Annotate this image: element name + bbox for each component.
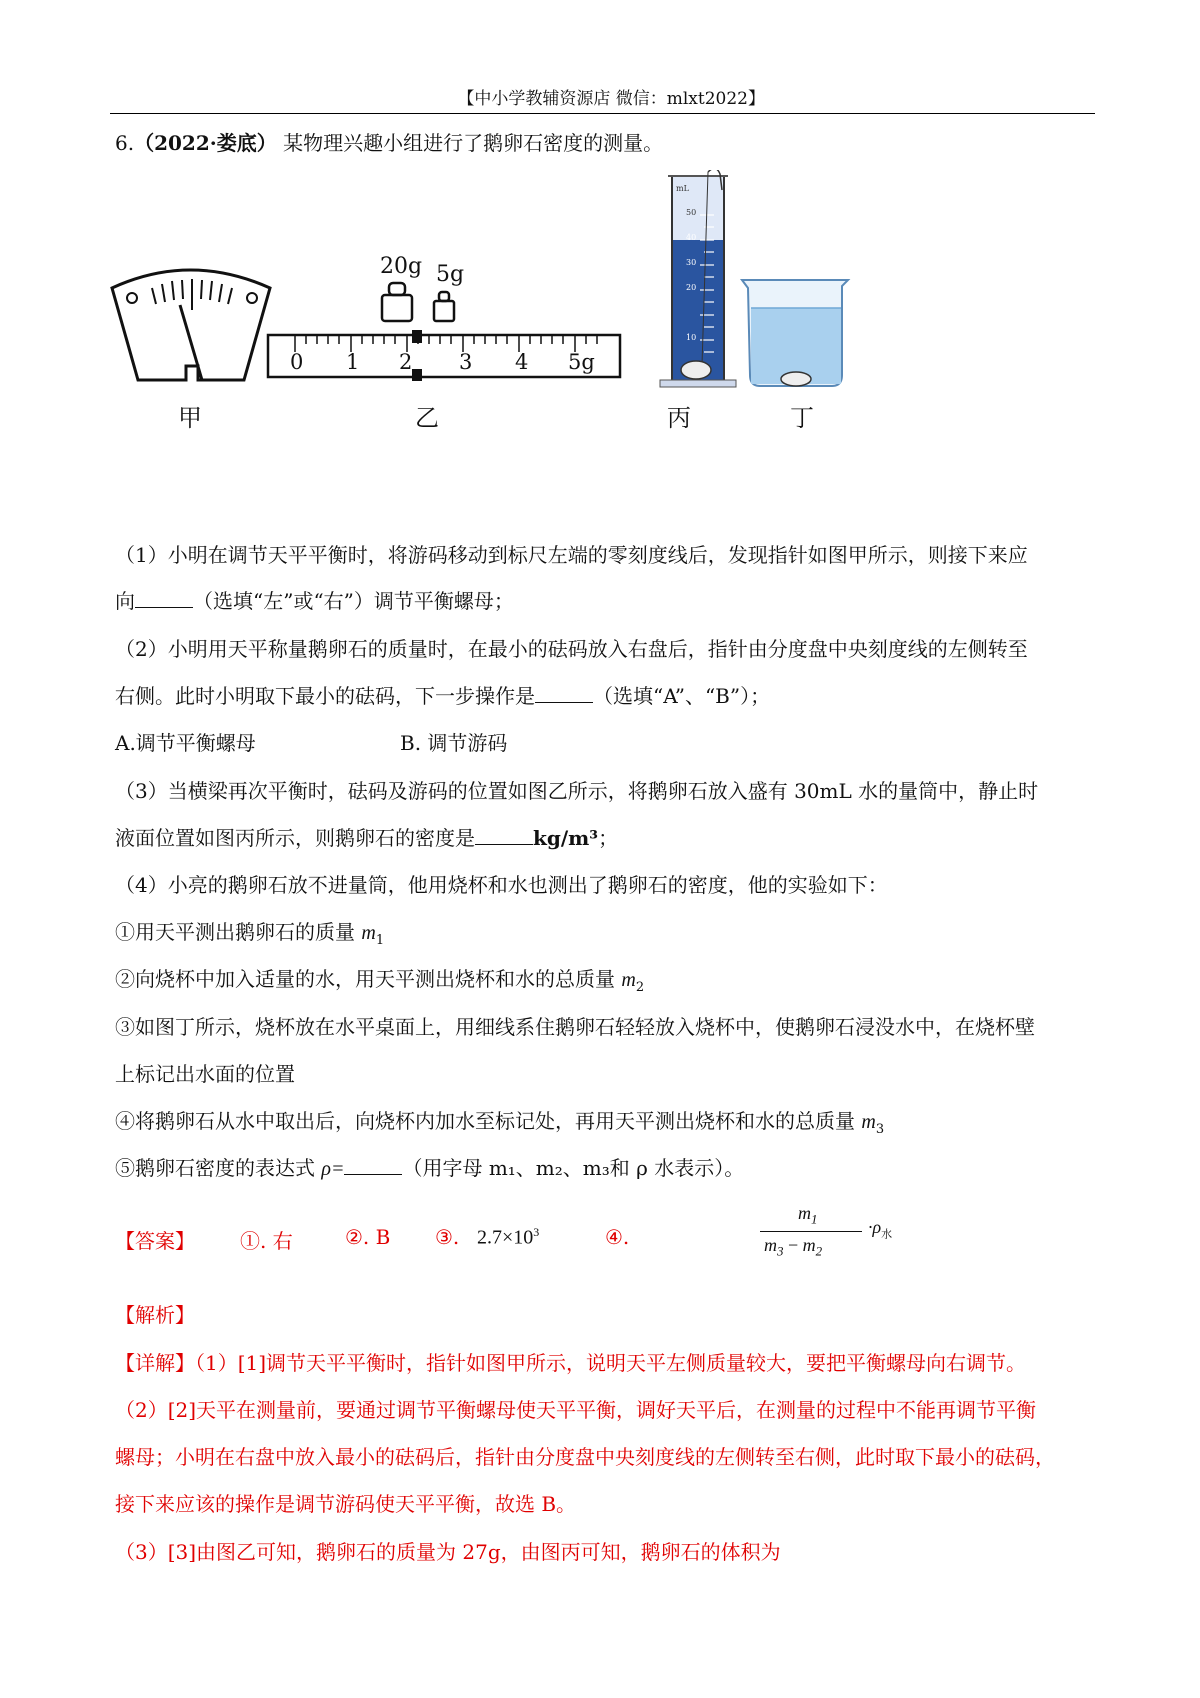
- answer-blank-2[interactable]: [535, 681, 593, 703]
- answer-label: 【答案】: [115, 1229, 195, 1253]
- question-number: 6.: [115, 131, 135, 155]
- beaker-figure: [742, 280, 848, 386]
- answer-4-label: ④.: [605, 1225, 630, 1249]
- answer-3-label: ③.: [435, 1225, 460, 1249]
- cylinder-unit: mL: [676, 184, 689, 193]
- page-header: [110, 78, 1095, 114]
- step-5: ⑤鹅卵石密度的表达式 ρ= （用字母 m₁、m₂、m₃和 ρ 水表示）。: [115, 1153, 744, 1184]
- detail-2-line1: （2）[2]天平在测量前，要通过调节平衡螺母使天平平衡，调好天平后，在测量的过程中不能再调节平衡: [115, 1398, 1037, 1422]
- answer-row: [115, 1203, 893, 1275]
- figure-label-jia: 甲: [178, 404, 202, 432]
- rider-tick-4: 4: [515, 350, 529, 374]
- mass-label-20g: 20g: [380, 254, 423, 279]
- step-2: ②向烧杯中加入适量的水，用天平测出烧杯和水的总质量 $m_2$: [115, 967, 645, 995]
- step-4: ④将鹅卵石从水中取出后，向烧杯内加水至标记处，再用天平测出烧杯和水的总质量 $m_3$: [115, 1109, 885, 1137]
- rider-tick-5g: 5g: [568, 350, 595, 374]
- question-stem: [115, 128, 663, 158]
- figure-label-ding: 丁: [790, 404, 814, 432]
- option-a: A.调节平衡螺母: [115, 731, 256, 755]
- step-3-line1: ③如图丁所示，烧杯放在水平桌面上，用细线系住鹅卵石轻轻放入烧杯中，使鹅卵石浸没水中，在烧杯壁: [115, 1015, 1035, 1039]
- answer-2: ②. B: [345, 1225, 391, 1249]
- step-1: ①用天平测出鹅卵石的质量 $m_1$: [115, 920, 385, 948]
- part4-intro: （4）小亮的鹅卵石放不进量筒，他用烧杯和水也测出了鹅卵石的密度，他的实验如下：: [115, 873, 888, 897]
- part1-line1: （1）小明在调节天平平衡时，将游码移动到标尺左端的零刻度线后，发现指针如图甲所示，则接下来应: [115, 543, 1028, 567]
- cylinder-tick-50: 50: [686, 208, 697, 217]
- answer-4-formula: $m_1$ $m_3 - m_2$ $\cdot\rho_水$: [760, 1203, 870, 1273]
- cylinder-tick-40: 40: [686, 233, 697, 242]
- figure-label-bing: 丙: [667, 404, 691, 432]
- detail-2-line2: 螺母；小明在右盘中放入最小的砝码后，指针由分度盘中央刻度线的左侧转至右侧，此时取下最小的砝码，: [115, 1445, 1055, 1469]
- part2-line1: （2）小明用天平称量鹅卵石的质量时，在最小的砝码放入右盘后，指针由分度盘中央刻度线的左侧转至: [115, 637, 1028, 661]
- answer-3-value: $2.7\times 10^3$: [477, 1225, 540, 1249]
- detail-3: （3）[3]由图乙可知，鹅卵石的质量为 27g，由图丙可知，鹅卵石的体积为: [115, 1540, 781, 1564]
- analysis-label: 【解析】: [115, 1303, 195, 1327]
- rider-tick-0: 0: [290, 350, 304, 374]
- detail-2-line3: 接下来应该的操作是调节游码使天平平衡，故选 B。: [115, 1492, 577, 1516]
- answer-1: ①. 右: [240, 1229, 293, 1253]
- question-source: （2022·娄底）: [134, 131, 277, 155]
- question-text: 某物理兴趣小组进行了鹅卵石密度的测量。: [283, 131, 664, 155]
- part2-line2: 右侧。此时小明取下最小的砝码，下一步操作是 （选填“A”、“B”）；: [115, 681, 770, 711]
- cylinder-tick-10: 10: [686, 333, 697, 342]
- step-3-line2: 上标记出水面的位置: [115, 1062, 295, 1086]
- rider-tick-1: 1: [346, 350, 360, 374]
- figure-label-yi: 乙: [415, 404, 439, 432]
- rider-tick-2: 2: [399, 350, 413, 374]
- mass-label-5g: 5g: [436, 262, 465, 287]
- rider-tick-3: 3: [459, 350, 473, 374]
- graduated-cylinder-figure: [660, 170, 736, 387]
- option-b: B. 调节游码: [400, 731, 508, 755]
- detail-1: 【详解】（1）[1]调节天平平衡时，指针如图甲所示，说明天平左侧质量较大，要把平衡螺母向右调节。: [115, 1351, 1027, 1375]
- answer-blank-1[interactable]: [135, 586, 193, 608]
- header-text: 【中小学教辅资源店 微信：mlxt2022】: [457, 89, 765, 109]
- dial-scale-figure: [112, 270, 270, 380]
- part3-line1: （3）当横梁再次平衡时，砝码及游码的位置如图乙所示，将鹅卵石放入盛有 30mL 水的量筒中，静止时: [115, 779, 1039, 803]
- part1-line2: 向 （选填“左”或“右”）调节平衡螺母；: [115, 586, 514, 616]
- cylinder-tick-20: 20: [686, 283, 697, 292]
- cylinder-tick-30: 30: [686, 258, 697, 267]
- answer-blank-3[interactable]: [475, 823, 533, 845]
- experiment-figure: [110, 170, 910, 470]
- answer-blank-5[interactable]: [344, 1153, 402, 1175]
- part3-line2: 液面位置如图丙所示，则鹅卵石的密度是 kg/m³；: [115, 823, 618, 853]
